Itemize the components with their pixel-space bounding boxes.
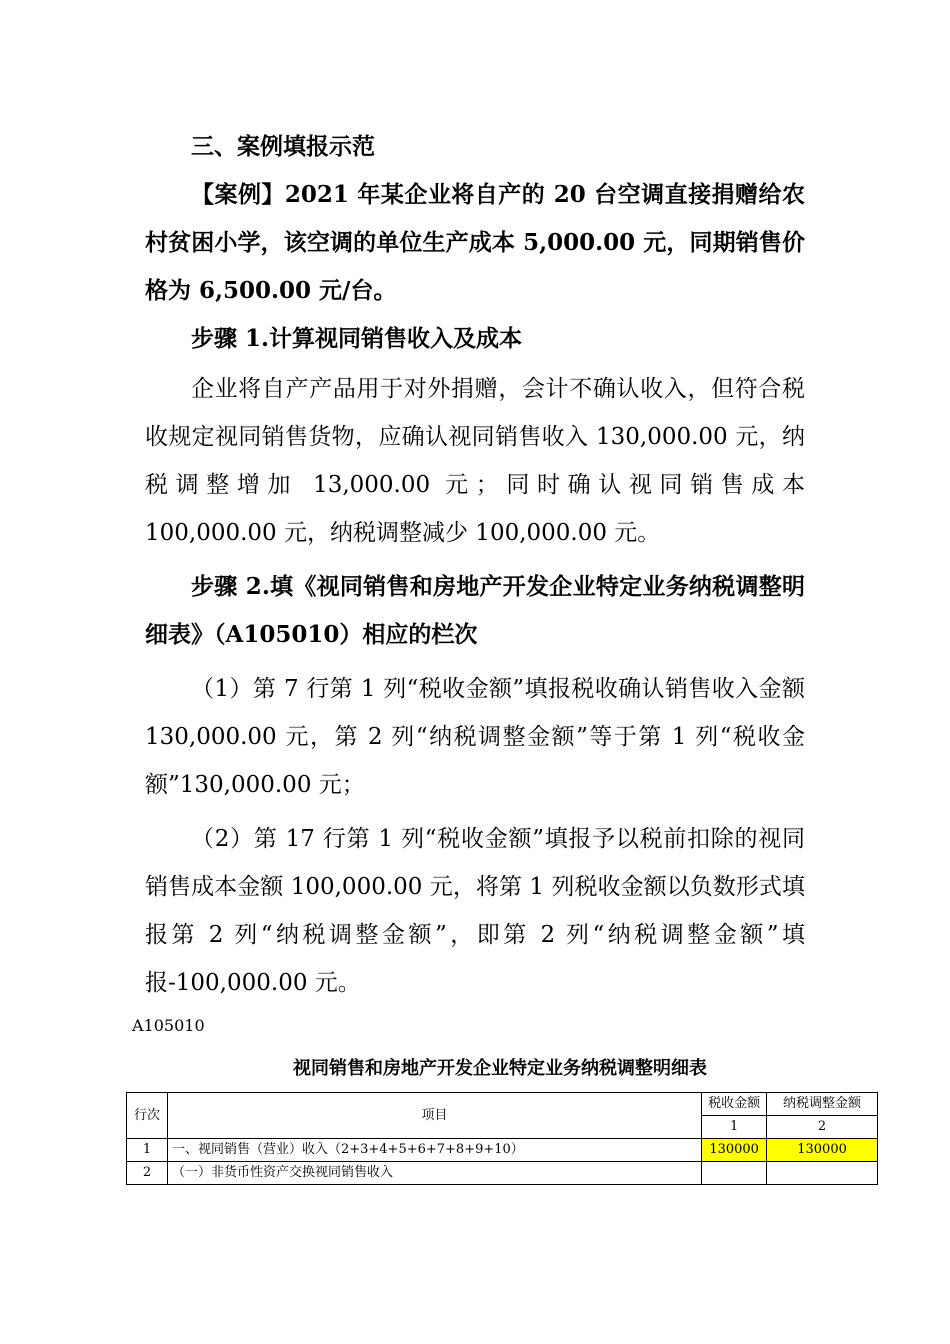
header-adjust-amount: 纳税调整金额	[767, 1093, 878, 1116]
header-item: 项目	[167, 1093, 701, 1139]
table-row	[127, 1162, 878, 1185]
header-tax-amount: 税收金额	[702, 1093, 767, 1116]
case-paragraph: 【案例】2021 年某企业将自产的 20 台空调直接捐赠给农村贫困小学，该空调的单位生产成本 5,000.00 元，同期销售价格为 6,500.00 元/台。	[145, 181, 805, 304]
row-item: （一）非货币性资产交换视同销售收入	[167, 1162, 701, 1185]
row-no: 1	[127, 1139, 168, 1162]
item2-paragraph: （2）第 17 行第 1 列“税收金额”填报予以税前扣除的视同销售成本金额 100,000.00 元，将第 1 列税收金额以负数形式填报第 2 列“纳税调整金额”，即第 2 列“纳税调整金额”填报-100,000.00 元。	[145, 826, 805, 996]
section-heading: 三、案例填报示范	[191, 133, 375, 160]
tax-adjustment-table	[126, 1092, 878, 1185]
table-header-row	[127, 1093, 878, 1116]
col2-number: 2	[767, 1116, 878, 1139]
row-item: 一、视同销售（营业）收入（2+3+4+5+6+7+8+9+10）	[167, 1139, 701, 1162]
row-adjust-amount: 130000	[767, 1139, 878, 1162]
row-tax-amount: 130000	[702, 1139, 767, 1162]
table-title: 视同销售和房地产开发企业特定业务纳税调整明细表	[293, 1058, 707, 1079]
row-tax-amount	[702, 1162, 767, 1185]
header-line-no: 行次	[127, 1093, 168, 1139]
step1-heading: 步骤 1.计算视同销售收入及成本	[191, 325, 523, 352]
col1-number: 1	[702, 1116, 767, 1139]
item1-paragraph: （1）第 7 行第 1 列“税收金额”填报税收确认销售收入金额 130,000.00 元，第 2 列“纳税调整金额”等于第 1 列“税收金额”130,000.00 元；	[145, 676, 805, 798]
row-no: 2	[127, 1162, 168, 1185]
step1-paragraph: 企业将自产产品用于对外捐赠，会计不确认收入，但符合税收规定视同销售货物，应确认视同销售收入 130,000.00 元，纳税调整增加 13,000.00 元；同时确认视同销售成本 100,000.00 元，纳税调整减少 100,000.00 元。	[145, 376, 805, 546]
step2-heading: 步骤 2.填《视同销售和房地产开发企业特定业务纳税调整明细表》（A105010）相应的栏次	[145, 573, 805, 648]
table-row	[127, 1139, 878, 1162]
form-code: A105010	[132, 1016, 205, 1035]
row-adjust-amount	[767, 1162, 878, 1185]
